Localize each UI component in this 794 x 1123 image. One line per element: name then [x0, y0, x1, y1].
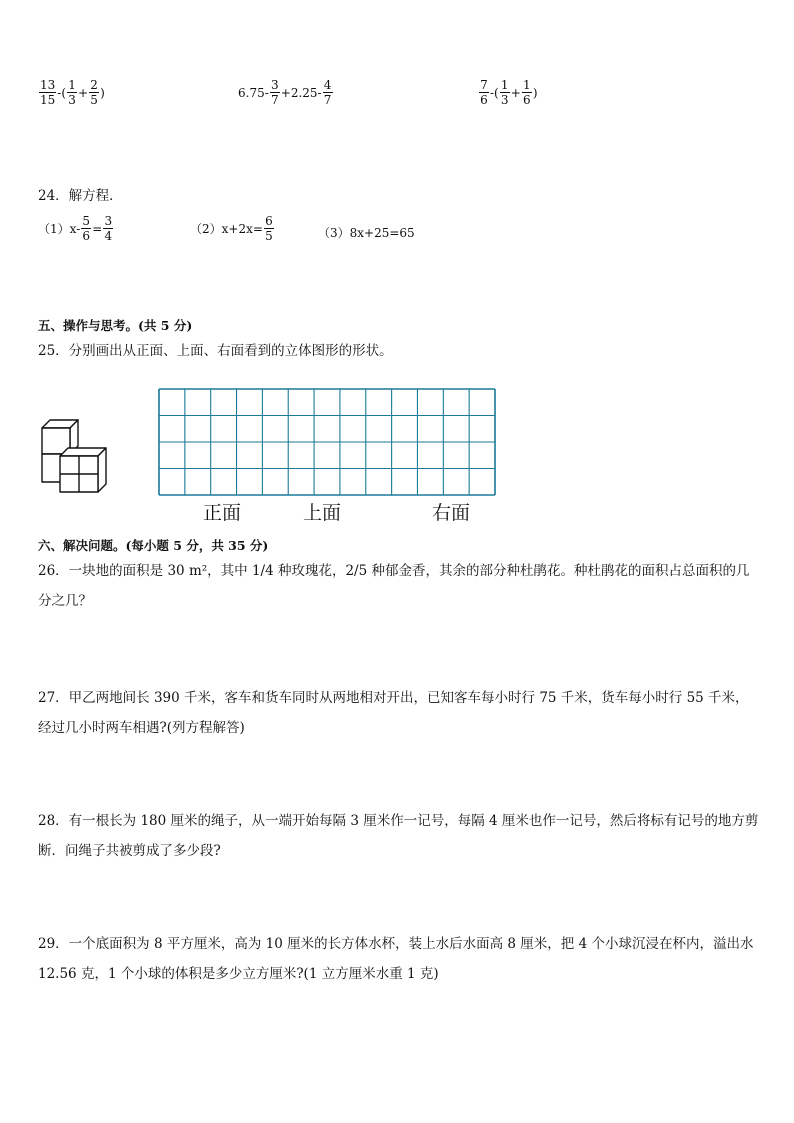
equation-3: （3）8x+25=65 — [318, 226, 415, 240]
fraction: $\frac{3}{4}$ — [104, 214, 113, 243]
expression-1: $\frac{13}{15}$ -( $\frac{1}{3}$ + $\frac{2}{5}$ ) — [40, 78, 105, 107]
fraction: $\frac{1}{3}$ — [500, 78, 509, 107]
expression-2: 6.75- $\frac{3}{7}$ +2.25- $\frac{4}{7}$ — [238, 78, 332, 107]
fraction: $\frac{1}{3}$ — [68, 78, 76, 107]
question-29-text: 29．一个底面积为 8 平方厘米，高为 10 厘米的长方体水杯，装上水后水面高 8 厘米，把 4 个小球沉浸在杯内，溢出水 12.56 克，1 个小球的体积是多少立方厘米?(1 立方厘米水重 1 克) — [38, 936, 754, 982]
label-right: 右面 — [432, 502, 471, 524]
fraction: $\frac{2}{5}$ — [90, 78, 98, 107]
question-25-text: 25．分别画出从正面、上面、右面看到的立体图形的形状。 — [38, 343, 393, 359]
expression-3: $\frac{7}{6}$ -( $\frac{1}{3}$ + $\frac{1}{6}$ ) — [480, 78, 538, 107]
question-27-text: 27．甲乙两地间长 390 千米，客车和货车同时从两地相对开出，已知客车每小时行 75 千米，货车每小时行 55 千米，经过几小时两车相遇?(列方程解答) — [38, 690, 749, 736]
question-28-text: 28．有一根长为 180 厘米的绳子，从一端开始每隔 3 厘米作一记号，每隔 4 厘米也作一记号，然后将标有记号的地方剪断．问绳子共被剪成了多少段? — [38, 813, 759, 859]
section-5-title: 五、操作与思考。(共 5 分) — [38, 318, 193, 333]
label-front: 正面 — [203, 502, 242, 524]
fraction: $\frac{3}{7}$ — [270, 78, 279, 107]
cube-face — [98, 448, 106, 492]
question-26-text: 26．一块地的面积是 30 m²，其中 1/4 种玫瑰花，2/5 种郁金香，其余的部分种杜鹃花。种杜鹃花的面积占总面积的几分之几？ — [38, 563, 750, 609]
section-6-title: 六、解决问题。(每小题 5 分，共 35 分) — [38, 538, 269, 553]
fraction: $\frac{5}{6}$ — [82, 214, 91, 243]
label-top: 上面 — [303, 502, 342, 524]
fraction: $\frac{13}{15}$ — [40, 78, 56, 107]
fraction: $\frac{4}{7}$ — [323, 78, 332, 107]
fraction: $\frac{6}{5}$ — [265, 214, 273, 243]
equation-2: （2）x+2x= $\frac{6}{5}$ — [190, 214, 273, 243]
question-24-title: 24．解方程． — [38, 188, 123, 204]
drawing-grid — [158, 388, 496, 496]
cube-figure — [36, 416, 110, 496]
fraction: $\frac{1}{6}$ — [522, 78, 531, 107]
equation-1: （1）x- $\frac{5}{6}$ = $\frac{3}{4}$ — [38, 214, 113, 243]
fraction: $\frac{7}{6}$ — [480, 78, 488, 107]
